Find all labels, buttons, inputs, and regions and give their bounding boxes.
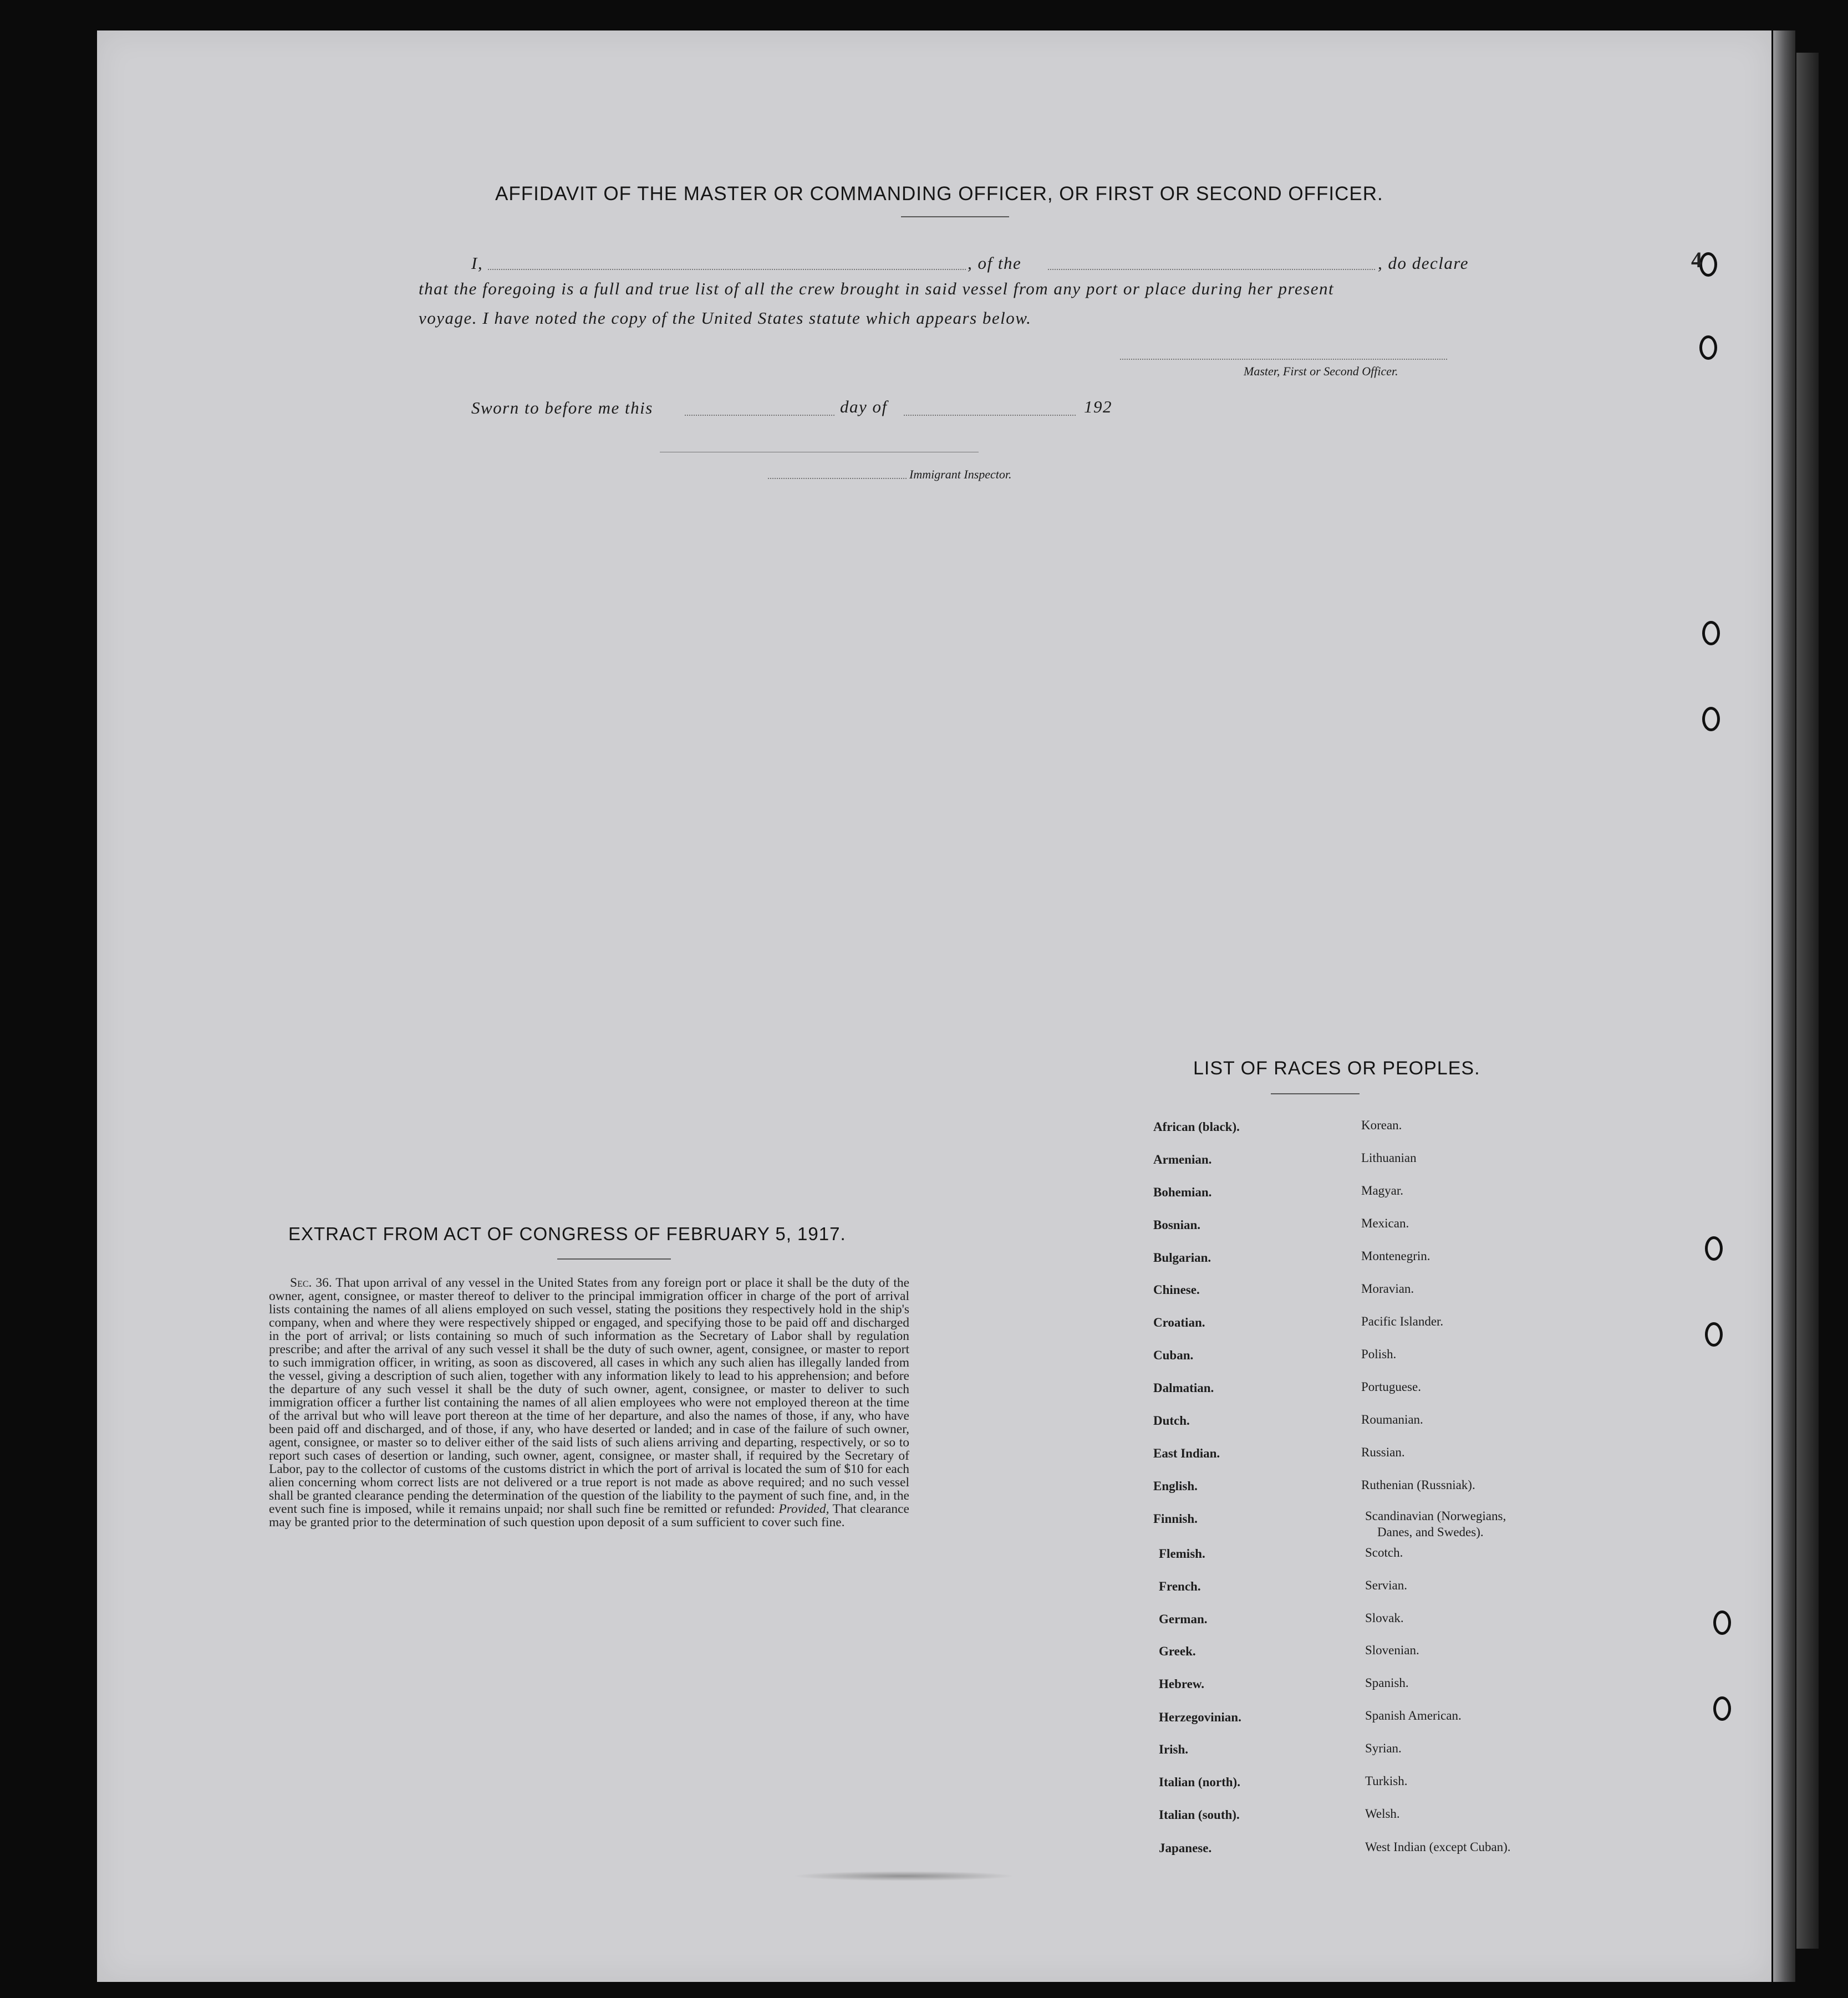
month-blank <box>904 415 1076 416</box>
master-label: Master, First or Second Officer. <box>1244 364 1398 378</box>
page-edge-shadow <box>1796 53 1819 1949</box>
race-item: English. <box>1153 1479 1198 1493</box>
race-item: Portuguese. <box>1361 1380 1421 1394</box>
race-item: Bohemian. <box>1153 1185 1212 1199</box>
binder-hole <box>1705 1322 1723 1347</box>
race-item: Lithuanian <box>1361 1151 1417 1165</box>
statute-body-2: That clearance may be granted prior to the determination of such question upon deposit of a sum sufficient to cover such fine. <box>269 1502 909 1530</box>
race-item: African (black). <box>1153 1120 1240 1134</box>
race-item: Hebrew. <box>1159 1677 1204 1691</box>
race-item: Moravian. <box>1361 1282 1414 1296</box>
race-item: Herzegovinian. <box>1159 1710 1241 1724</box>
race-item: Scotch. <box>1365 1546 1403 1559</box>
race-item: Turkish. <box>1365 1774 1408 1788</box>
race-item: Magyar. <box>1361 1184 1404 1197</box>
race-item: West Indian (except Cuban). <box>1365 1840 1511 1854</box>
race-item: Chinese. <box>1153 1283 1200 1297</box>
race-item: Bulgarian. <box>1153 1251 1211 1265</box>
race-item: Korean. <box>1361 1118 1402 1132</box>
race-item: Japanese. <box>1159 1841 1212 1855</box>
binder-hole <box>1702 621 1720 645</box>
race-item-continuation: Danes, and Swedes). <box>1377 1525 1484 1539</box>
race-item: Italian (south). <box>1159 1808 1240 1822</box>
race-item: Servian. <box>1365 1578 1408 1592</box>
races-title: LIST OF RACES OR PEOPLES. <box>1193 1058 1480 1079</box>
inspector-label: Immigrant Inspector. <box>909 467 1012 481</box>
statute-body-1: That upon arrival of any vessel in the United States from any foreign port or place it shall be the duty of the owner, agent, consignee, or master thereof to deliver to the principal immigration officer in charge of the port of arrival lists containing the names of all aliens employed on such vessel, stating the positions they respectively hold in the ship's company, when and where they were respectively shipped or engaged, and specifying those to be paid off and discharged in the port of arrival; or lists containing so much of such information as the Secretary of Labor shall by regulation prescribe; and after the arrival of any such vessel it shall be the duty of such owner, agent, consignee, or master to report to such immigration officer, in writing, as soon as discovered, all cases in which any such alien has illegally landed from the vessel, giving a description of such alien, together with any information likely to lead to his apprehension; and before the departure of any such vessel it shall be the duty of such owner, agent, consignee, or master to deliver to such immigration officer a further list containing the names of all alien employees who were not employed thereon at the time of the arrival but who will leave port thereon at the time of her departure, and also the names of those, if any, who have been paid off and discharged, and of those, if any, who have deserted or landed; and in case of the failure of such owner, agent, consignee, or master so to deliver either of the said lists of such aliens arriving and departing, respectively, or so to report such cases of desertion or landing, such owner, agent, consignee, or master shall, if required by the Secretary of Labor, pay to the collector of customs of the customs district in which the port of arrival is located the sum of $10 for each alien concerning whom correct lists are not delivered or a true report is not made as above required; and no such vessel shall be granted clearance pending the determination of the question of the liability to the payment of such fine, and, in the event such fine is imposed, while it remains unpaid; nor shall such fine be remitted or refunded: <box>269 1276 910 1516</box>
extract-rule <box>557 1258 671 1260</box>
day-of: day of <box>840 397 888 416</box>
affidavit-of-the: , of the <box>968 253 1022 273</box>
race-item: Pacific Islander. <box>1361 1314 1444 1328</box>
race-item: Polish. <box>1361 1347 1397 1361</box>
affidavit-i: I, <box>471 253 483 273</box>
race-item: Croatian. <box>1153 1316 1205 1329</box>
binder-hole <box>1705 1236 1723 1261</box>
affidavit-line2: that the foregoing is a full and true list of all the crew brought in said vessel from any port or place during her present <box>419 279 1335 298</box>
day-blank <box>685 415 834 416</box>
affidavit-line3: voyage. I have noted the copy of the United States statute which appears below. <box>419 308 1032 328</box>
race-item: Bosnian. <box>1153 1218 1201 1232</box>
race-item: Syrian. <box>1365 1741 1402 1755</box>
title-rule <box>901 216 1009 217</box>
binder-hole <box>1699 335 1717 360</box>
affidavit-title: AFFIDAVIT OF THE MASTER OR COMMANDING OFFICER, OR FIRST OR SECOND OFFICER. <box>495 183 1383 205</box>
race-item: Irish. <box>1159 1742 1189 1756</box>
provided-label: Provided, <box>778 1502 829 1516</box>
race-item: East Indian. <box>1153 1446 1220 1460</box>
binder-hole <box>1713 1696 1731 1721</box>
race-item: Finnish. <box>1153 1512 1198 1526</box>
year-label: 192 <box>1084 397 1112 416</box>
race-item: Dalmatian. <box>1153 1381 1214 1395</box>
race-item: Italian (north). <box>1159 1775 1240 1789</box>
race-item: Scandinavian (Norwegians, <box>1365 1509 1506 1523</box>
race-item: Welsh. <box>1365 1807 1400 1821</box>
race-item: Slovenian. <box>1365 1643 1419 1657</box>
sworn-prefix: Sworn to before me this <box>471 398 653 417</box>
race-item: Roumanian. <box>1361 1413 1423 1426</box>
race-item: Dutch. <box>1153 1414 1190 1428</box>
race-item: Flemish. <box>1159 1547 1205 1561</box>
binder-hole <box>1702 707 1720 731</box>
race-item: Slovak. <box>1365 1611 1404 1625</box>
race-item: Spanish American. <box>1365 1709 1462 1722</box>
extract-title: EXTRACT FROM ACT OF CONGRESS OF FEBRUARY 5, 1917. <box>288 1224 846 1244</box>
affidavit-declare: , do declare <box>1378 253 1469 273</box>
race-item: German. <box>1159 1612 1208 1626</box>
race-item: Armenian. <box>1153 1153 1212 1166</box>
page-edge <box>1773 30 1795 1982</box>
race-item: Ruthenian (Russniak). <box>1361 1478 1475 1492</box>
scan-smudge <box>793 1871 1015 1881</box>
name-blank <box>488 269 966 270</box>
races-rule <box>1271 1093 1360 1094</box>
section-label: Sec. 36. <box>290 1276 332 1290</box>
race-item: Cuban. <box>1153 1348 1194 1362</box>
race-item: Montenegrin. <box>1361 1249 1430 1263</box>
race-item: French. <box>1159 1579 1201 1593</box>
statute-text <box>269 1276 909 1529</box>
race-item: Mexican. <box>1361 1216 1409 1230</box>
inspector-dots <box>768 478 907 479</box>
page-number: 4 <box>1691 247 1702 272</box>
race-item: Russian. <box>1361 1445 1405 1459</box>
race-item: Greek. <box>1159 1644 1196 1658</box>
race-item: Spanish. <box>1365 1676 1409 1690</box>
binder-hole <box>1713 1610 1731 1635</box>
master-signature-line <box>1120 359 1447 360</box>
vessel-blank <box>1048 269 1375 270</box>
